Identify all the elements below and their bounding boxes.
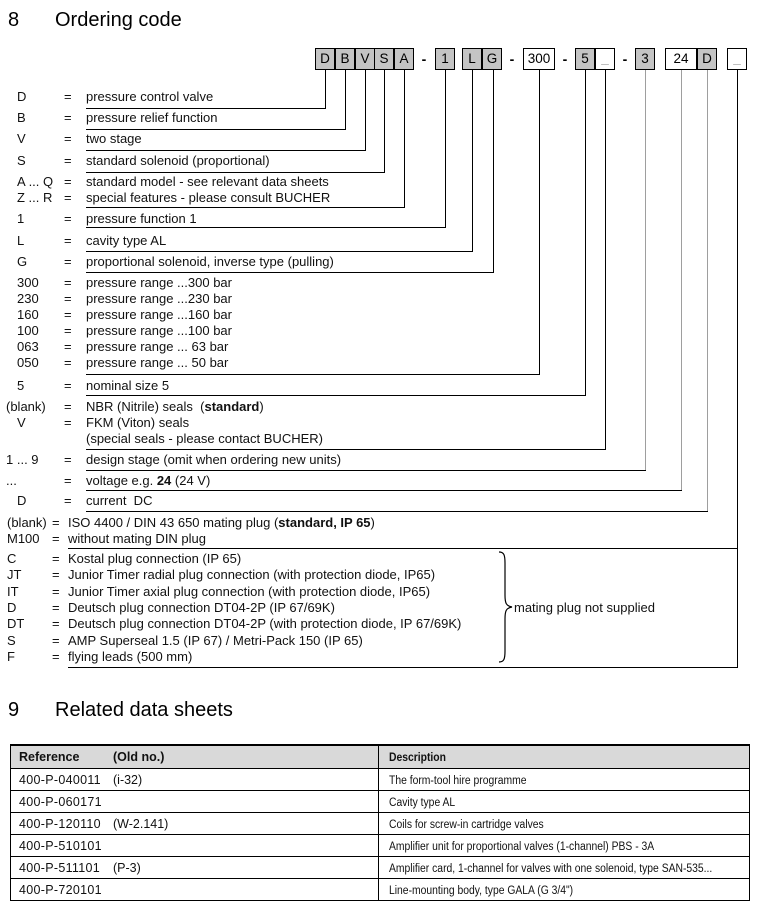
equals-sign: = [52, 584, 60, 599]
code-row-underline [86, 511, 708, 512]
code-row-text: pressure range ... 63 bar [86, 339, 229, 354]
cell-old-no: (W-2.141) [113, 817, 169, 831]
header-description: Description [389, 752, 446, 764]
code-row [0, 616, 758, 632]
code-row-text: pressure range ... 50 bar [86, 355, 229, 370]
code-row-underline [68, 548, 738, 549]
code-box: A [394, 48, 414, 70]
code-row-text: Junior Timer radial plug connection (with protection diode, IP65) [68, 567, 436, 582]
code-box: S [374, 48, 394, 70]
code-row-label: DT [7, 616, 25, 631]
section-number: 9 [8, 699, 20, 721]
section-title: Related data sheets [55, 699, 233, 721]
code-row [0, 493, 758, 509]
code-row-label: 063 [17, 339, 39, 354]
code-row-text: Junior Timer axial plug connection (with protection diode, IP65) [68, 584, 431, 599]
code-row-text: pressure relief function [86, 110, 218, 125]
code-row-underline [68, 667, 738, 668]
header-reference: Reference [19, 750, 80, 764]
equals-sign: = [52, 515, 60, 530]
equals-sign: = [64, 153, 72, 168]
code-row-label: (blank) [7, 515, 47, 530]
code-row-label: B [17, 110, 26, 125]
equals-sign: = [52, 551, 60, 566]
table-header-row [11, 746, 749, 769]
table-row [11, 857, 749, 879]
equals-sign: = [64, 452, 72, 467]
code-row-label: 1 ... 9 [6, 452, 39, 467]
code-row [0, 584, 758, 600]
code-box: B [335, 48, 355, 70]
cell-description: Amplifier card, 1-channel for valves with one solenoid, type SAN-535... [389, 863, 713, 875]
cell-reference: 400-P-511101 [19, 861, 100, 875]
code-row-label: JT [7, 567, 22, 582]
equals-sign: = [64, 233, 72, 248]
code-row [0, 174, 758, 190]
equals-sign: = [64, 378, 72, 393]
code-row-underline [86, 150, 366, 151]
code-row-text: (special seals - please contact BUCHER) [86, 431, 323, 446]
code-row-text: design stage (omit when ordering new units) [86, 452, 342, 467]
code-row-underline [86, 490, 682, 491]
code-box: 24 [665, 48, 697, 70]
code-box: 5 [575, 48, 595, 70]
code-row [0, 307, 758, 323]
code-row-text: NBR (Nitrile) seals (standard) [86, 399, 264, 414]
code-row-label: S [7, 633, 16, 648]
code-row [0, 551, 758, 567]
code-row-label: 230 [17, 291, 39, 306]
code-row-label: 5 [17, 378, 25, 393]
equals-sign: = [52, 616, 60, 631]
code-row-text: cavity type AL [86, 233, 167, 248]
code-row-text: flying leads (500 mm) [68, 649, 193, 664]
code-row-text: proportional solenoid, inverse type (pulling) [86, 254, 334, 269]
code-row-label: V [17, 131, 26, 146]
equals-sign: = [64, 275, 72, 290]
cell-old-no: (i-32) [113, 773, 143, 787]
code-row-label: ... [6, 473, 17, 488]
code-row-underline [86, 172, 385, 173]
cell-reference: 400-P-720101 [19, 883, 102, 897]
code-row-text: voltage e.g. 24 (24 V) [86, 473, 211, 488]
code-row-text: pressure range ...230 bar [86, 291, 232, 306]
code-row-underline [86, 227, 446, 228]
code-row [0, 211, 758, 227]
code-row [0, 89, 758, 105]
code-row [0, 399, 758, 415]
cell-old-no: (P-3) [113, 861, 141, 875]
table-row [11, 835, 749, 857]
code-box-blank: _ [727, 48, 747, 70]
code-row-underline [86, 449, 606, 450]
code-row-text: special features - please consult BUCHER [86, 190, 331, 205]
code-row [0, 153, 758, 169]
code-row [0, 291, 758, 307]
code-row-underline [86, 129, 346, 130]
cell-reference: 400-P-120110 [19, 817, 101, 831]
equals-sign: = [64, 355, 72, 370]
code-row [0, 323, 758, 339]
cell-description: Amplifier unit for proportional valves (1-channel) PBS - 3A [389, 841, 655, 853]
equals-sign: = [64, 323, 72, 338]
code-row-underline [86, 108, 326, 109]
code-row-text: pressure control valve [86, 89, 214, 104]
code-row [0, 649, 758, 665]
equals-sign: = [52, 633, 60, 648]
code-row-underline [86, 207, 405, 208]
code-row-label: 160 [17, 307, 39, 322]
code-box: 300 [523, 48, 555, 70]
equals-sign: = [64, 211, 72, 226]
code-box: D [315, 48, 335, 70]
code-row-label: V [17, 415, 26, 430]
code-row [0, 110, 758, 126]
table-row [11, 813, 749, 835]
code-row-label: IT [7, 584, 19, 599]
code-row [0, 254, 758, 270]
code-row-label: S [17, 153, 26, 168]
code-row [0, 515, 758, 531]
equals-sign: = [64, 473, 72, 488]
code-row-label: A ... Q [17, 174, 54, 189]
code-row-text: pressure range ...300 bar [86, 275, 232, 290]
code-row [0, 567, 758, 583]
code-box: L [462, 48, 482, 70]
code-row [0, 415, 758, 431]
equals-sign: = [64, 89, 72, 104]
equals-sign: = [64, 339, 72, 354]
code-row [0, 378, 758, 394]
brace-icon [498, 551, 514, 663]
code-row [0, 452, 758, 468]
code-row-text: Deutsch plug connection DT04-2P (with protection diode, IP 67/69K) [68, 616, 462, 631]
code-separator: - [622, 51, 628, 67]
code-row-label: M100 [7, 531, 40, 546]
code-row-text: two stage [86, 131, 142, 146]
code-row-text: ISO 4400 / DIN 43 650 mating plug (standard, IP 65) [68, 515, 375, 530]
code-row-label: F [7, 649, 15, 664]
code-row-label: 100 [17, 323, 39, 338]
table-row [11, 791, 749, 813]
equals-sign: = [64, 493, 72, 508]
cell-description: Cavity type AL [389, 797, 456, 809]
code-row-underline [86, 374, 540, 375]
code-row-label: 300 [17, 275, 39, 290]
equals-sign: = [64, 131, 72, 146]
code-box: D [697, 48, 717, 70]
code-separator: - [562, 51, 568, 67]
equals-sign: = [52, 600, 60, 615]
cell-reference: 400-P-040011 [19, 773, 101, 787]
cell-reference: 400-P-060171 [19, 795, 102, 809]
code-row-label: D [17, 493, 27, 508]
code-row-underline [86, 251, 473, 252]
equals-sign: = [64, 291, 72, 306]
code-row-text: standard solenoid (proportional) [86, 153, 270, 168]
code-row-text: standard model - see relevant data sheets [86, 174, 329, 189]
code-row [0, 131, 758, 147]
code-row-label: C [7, 551, 17, 566]
section-9-heading [0, 698, 758, 722]
code-box-blank: _ [595, 48, 615, 70]
code-box: 3 [635, 48, 655, 70]
code-row-text: pressure range ...160 bar [86, 307, 232, 322]
mating-plug-note: mating plug not supplied [514, 600, 655, 615]
code-row [0, 190, 758, 206]
equals-sign: = [52, 567, 60, 582]
code-row [0, 275, 758, 291]
code-row-text: without mating DIN plug [68, 531, 207, 546]
cell-description: Coils for screw-in cartridge valves [389, 819, 544, 831]
section-8-heading [0, 8, 758, 32]
section-title: Ordering code [55, 9, 182, 31]
cell-reference: 400-P-510101 [19, 839, 102, 853]
code-row-underline [86, 470, 646, 471]
code-row [0, 355, 758, 371]
code-row-label: 050 [17, 355, 39, 370]
code-box: V [355, 48, 375, 70]
equals-sign: = [64, 399, 72, 414]
table-row [11, 769, 749, 791]
code-row-text: AMP Superseal 1.5 (IP 67) / Metri-Pack 150 (IP 65) [68, 633, 363, 648]
code-row-text: FKM (Viton) seals [86, 415, 190, 430]
code-row-label: L [17, 233, 25, 248]
code-row-text: Deutsch plug connection DT04-2P (IP 67/69K) [68, 600, 335, 615]
code-row-text: pressure range ...100 bar [86, 323, 232, 338]
code-row [0, 473, 758, 489]
section-number: 8 [8, 9, 20, 31]
equals-sign: = [64, 415, 72, 430]
code-row-text: Kostal plug connection (IP 65) [68, 551, 242, 566]
code-box: G [482, 48, 502, 70]
code-row [0, 339, 758, 355]
equals-sign: = [64, 254, 72, 269]
cell-description: Line-mounting body, type GALA (G 3/4") [389, 885, 574, 897]
equals-sign: = [64, 307, 72, 322]
code-row-label: (blank) [6, 399, 46, 414]
code-row-underline [86, 395, 586, 396]
equals-sign: = [52, 649, 60, 664]
header-old-no: (Old no.) [113, 750, 165, 764]
equals-sign: = [64, 190, 72, 205]
code-row-label: D [7, 600, 17, 615]
code-row-label: G [17, 254, 28, 269]
code-row-text: pressure function 1 [86, 211, 197, 226]
equals-sign: = [52, 531, 60, 546]
code-separator: - [509, 51, 515, 67]
code-row [0, 233, 758, 249]
code-row-label: Z ... R [17, 190, 53, 205]
code-row [0, 531, 758, 547]
table-row [11, 879, 749, 901]
code-box: 1 [435, 48, 455, 70]
equals-sign: = [64, 174, 72, 189]
code-row-label: 1 [17, 211, 25, 226]
code-row [0, 431, 758, 447]
code-separator: - [421, 51, 427, 67]
code-row-text: current DC [86, 493, 153, 508]
code-row [0, 633, 758, 649]
code-row-label: D [17, 89, 27, 104]
code-row-text: nominal size 5 [86, 378, 170, 393]
cell-description: The form-tool hire programme [389, 775, 527, 787]
equals-sign: = [64, 110, 72, 125]
code-row-underline [86, 272, 494, 273]
related-data-sheets-table [10, 744, 750, 901]
